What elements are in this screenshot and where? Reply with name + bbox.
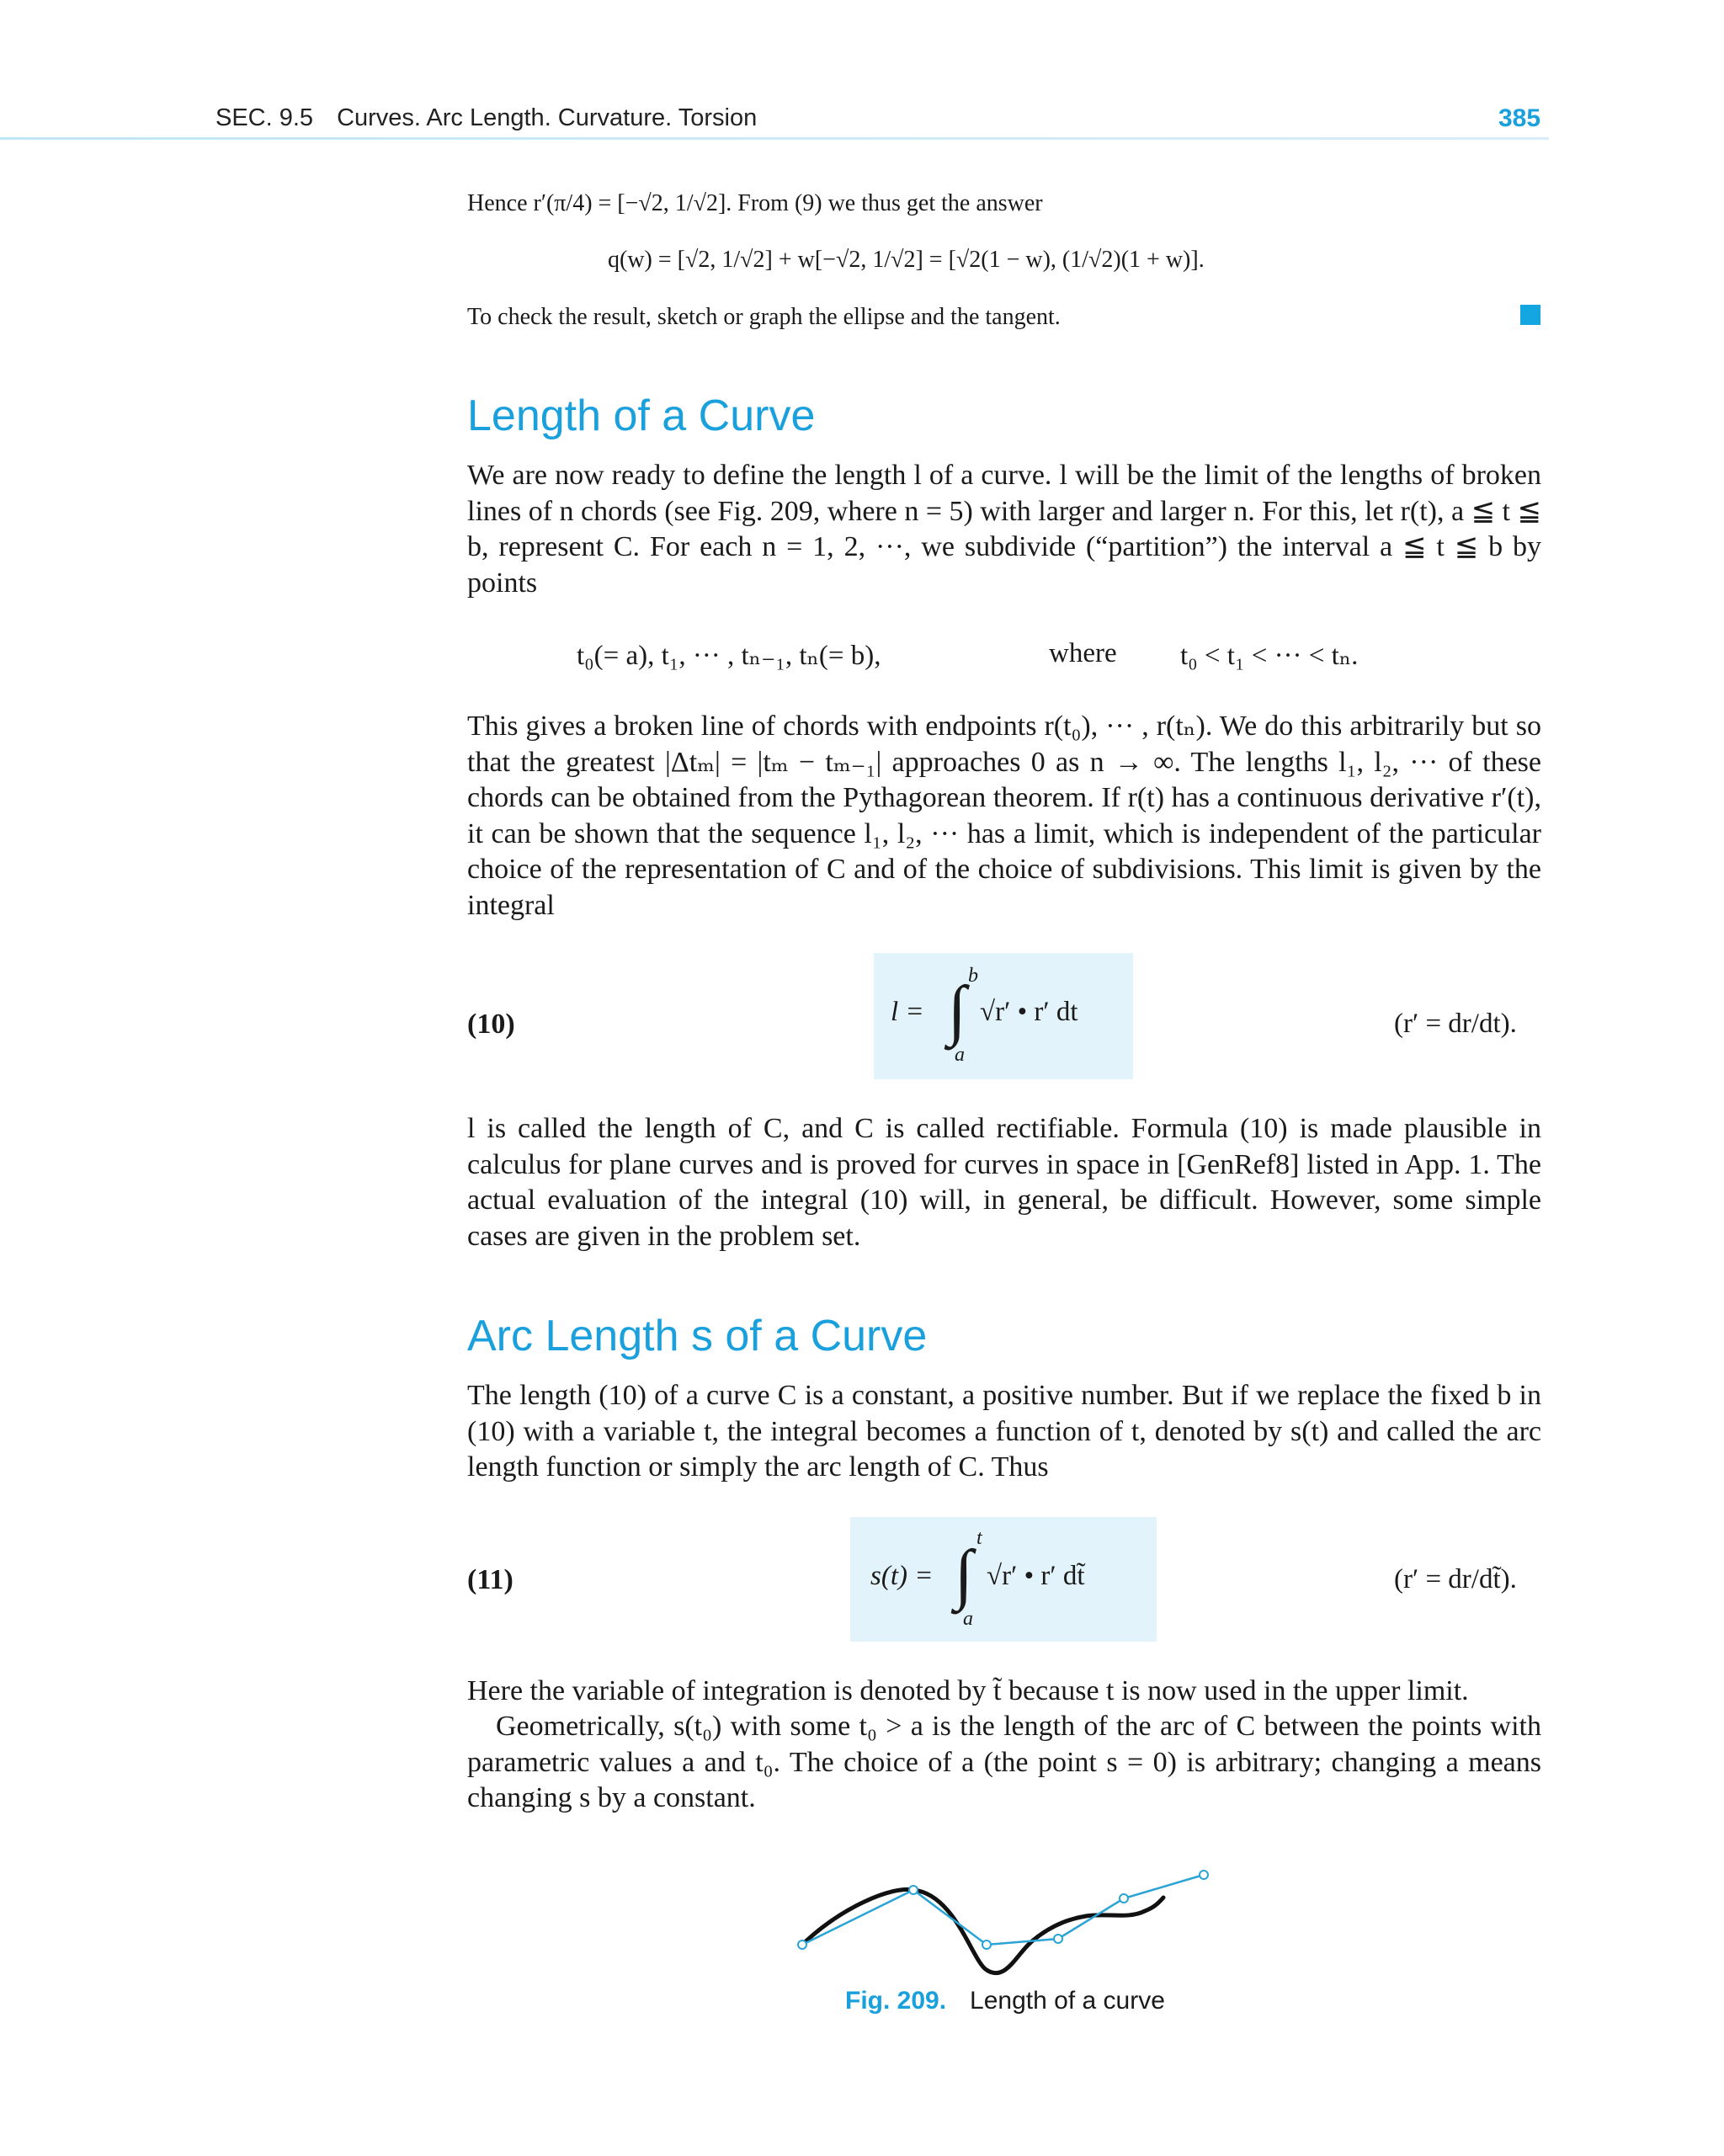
curve-arc: [802, 1889, 1163, 1972]
section-heading-arc-length: Arc Length s of a Curve: [467, 1312, 928, 1360]
equation-10-box: [874, 953, 1133, 1079]
paragraph-arc-length-function: The length (10) of a curve C is a constant, a positive number. But if we replace the fixed b in (10) with a variable t, the integral becomes a function of t, denoted by s(t) and called the arc length function or simply the arc length of C. Thus: [467, 1380, 1541, 1483]
figure-label: Fig. 209.: [845, 1987, 947, 2015]
chord-endpoint-1: [909, 1886, 918, 1894]
equation-10-lhs: l =: [891, 997, 924, 1027]
chord-endpoint-4: [1120, 1894, 1128, 1903]
partition-order: t₀ < t₁ < ··· < tₙ.: [1180, 641, 1359, 671]
check-line: To check the result, sketch or graph the ellipse and the tangent.: [467, 304, 1061, 330]
chord-endpoint-3: [1054, 1935, 1062, 1943]
equation-10-definition: (r′ = dr/dt).: [1394, 1009, 1517, 1039]
paragraph-rectifiable: l is called the length of C, and C is called rectifiable. Formula (10) is made plausible in calculus for plane curves and is proved for curves in space in [GenRef8] listed in App. 1. The actual evaluation of the integral (10) will, in general, be difficult. However, some simple cases are given in the problem set.: [467, 1113, 1541, 1252]
equation-11-lhs: s(t) =: [870, 1561, 934, 1591]
equation-11-upper-limit: t: [976, 1527, 982, 1549]
section-number: SEC. 9.5: [216, 104, 314, 131]
equation-number-10: (10): [467, 1009, 515, 1040]
integral-sign: ∫: [955, 1537, 973, 1611]
partition-where: where: [1049, 638, 1117, 668]
q-equation: q(w) = [√2, 1/√2] + w[−√2, 1/√2] = [√2(1 − w), (1/√2)(1 + w)].: [608, 247, 1205, 273]
chord-endpoint-2: [982, 1940, 991, 1949]
page-number: 385: [1498, 104, 1541, 132]
equation-10-lower-limit: a: [955, 1044, 965, 1066]
paragraph-variable-note: Here the variable of integration is denoted by t̃ because t is now used in the upper limit.: [467, 1675, 1469, 1706]
equation-10-integrand: √r′ • r′ dt: [980, 997, 1078, 1027]
chord-endpoint-5: [1200, 1871, 1208, 1879]
equation-11-box: [850, 1517, 1157, 1642]
chapter-title: Curves. Arc Length. Curvature. Torsion: [337, 104, 758, 131]
equation-11-lower-limit: a: [963, 1608, 973, 1630]
figure-209-diagram: [791, 1861, 1229, 1995]
equation-number-11: (11): [467, 1564, 513, 1595]
equation-11-integrand: √r′ • r′ dt̃: [987, 1561, 1085, 1591]
paragraph-geometric-meaning: Geometrically, s(t₀) with some t₀ > a is the length of the arc of C between the points with parametric values a and t₀. The choice of a (the point s = 0) is arbitrary; changing a means changing s by a constant.: [467, 1711, 1541, 1813]
equation-10-upper-limit: b: [968, 965, 978, 987]
chord-endpoint-0: [798, 1940, 806, 1949]
paragraph-chords: This gives a broken line of chords with endpoints r(t₀), ··· , r(tₙ). We do this arbitrarily but so that the greatest |Δtₘ| = |tₘ − tₘ₋₁| approaches 0 as n → ∞. The lengths l₁, l₂, ··· of these chords can be obtained from the Pythagorean theorem. If r(t) has a continuous derivative r′(t), it can be shown that the sequence l₁, l₂, ··· has a limit, which is independent of the particular choice of the representation of C and of the choice of subdivisions. This limit is given by the integral: [467, 711, 1541, 921]
equation-11-definition: (r′ = dr/dt̃).: [1394, 1564, 1517, 1594]
integral-sign: ∫: [948, 973, 966, 1047]
end-of-example-marker: [1520, 305, 1540, 325]
figure-209-caption: [845, 1987, 1165, 2015]
running-head: [216, 104, 757, 132]
figure-caption-text: Length of a curve: [970, 1987, 1165, 2015]
hence-line: Hence r′(π/4) = [−√2, 1/√2]. From (9) we thus get the answer: [467, 190, 1043, 216]
section-heading-length: Length of a Curve: [467, 391, 816, 440]
paragraph-length-definition: We are now ready to define the length l of a curve. l will be the limit of the lengths of broken lines of n chords (see Fig. 209, where n = 5) with larger and larger n. For this, let r(t), a ≦ t ≦ b, represent C. For each n = 1, 2, ···, we subdivide (“partition”) the interval a ≦ t ≦ b by points: [467, 460, 1541, 599]
header-rule: [0, 137, 1549, 140]
partition-points: t₀(= a), t₁, ··· , tₙ₋₁, tₙ(= b),: [577, 641, 881, 671]
